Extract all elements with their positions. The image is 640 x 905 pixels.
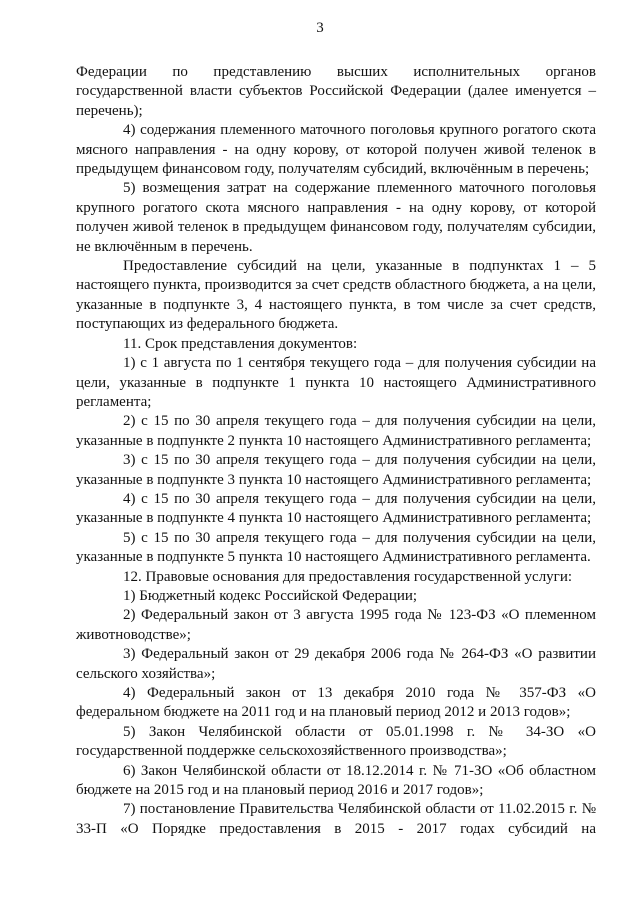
legal-basis-item-2: 2) Федеральный закон от 3 августа 1995 года № 123-ФЗ «О племенном животноводстве»; [76,607,596,643]
legal-basis-item-4: 4) Федеральный закон от 13 декабря 2010 года № 357-ФЗ «О федеральном бюджете на 2011 год и на плановый период 2012 и 2013 годов»; [76,685,596,721]
deadline-item-3: 3) с 15 по 30 апреля текущего года – для получения субсидии на цели, указанные в подпункте 3 пункта 10 настоящего Административного регламента; [76,452,596,488]
deadline-item-2: 2) с 15 по 30 апреля текущего года – для получения субсидии на цели, указанные в подпункте 2 пункта 10 настоящего Административного регламента; [76,413,596,449]
paragraph-funding: Предоставление субсидий на цели, указанные в подпунктах 1 – 5 настоящего пункта, производится за счет средств областного бюджета, а на цели, указанные в подпункте 3, 4 настоящего пункта, в том числе за счет средств, поступающих из федерального бюджета. [76,258,596,333]
paragraph-item-5: 5) возмещения затрат на содержание племенного маточного поголовья крупного рогатого скота мясного направления - на одну корову, от которой получен живой теленок в предыдущем финансовом году, получателям субсидии, не включённым в перечень. [76,180,596,255]
legal-basis-item-1: 1) Бюджетный кодекс Российской Федерации; [123,587,418,604]
legal-basis-item-5: 5) Закон Челябинской области от 05.01.1998 г. № 34-ЗО «О государственной поддержке сельскохозяйственного производства»; [76,723,596,760]
legal-basis-item-7: 7) постановление Правительства Челябинской области от 11.02.2015 г. № 33-П «О Порядке предоставления в 2015 - 2017 годах субсидий на [76,801,596,837]
legal-basis-item-3: 3) Федеральный закон от 29 декабря 2006 года № 264-ФЗ «О развитии сельского хозяйства»; [76,646,596,682]
document-body [76,63,596,839]
deadline-item-4: 4) с 15 по 30 апреля текущего года – для получения субсидии на цели, указанные в подпункте 4 пункта 10 настоящего Административного регламента; [76,490,596,527]
deadline-item-1: 1) с 1 августа по 1 сентября текущего года – для получения субсидии на цели, указанные в подпункте 1 пункта 10 настоящего Административного регламента; [76,355,596,410]
deadline-item-5: 5) с 15 по 30 апреля текущего года – для получения субсидии на цели, указанные в подпункте 5 пункта 10 настоящего Административного регламента. [76,529,596,566]
legal-basis-item-6: 6) Закон Челябинской области от 18.12.2014 г. № 71-ЗО «Об областном бюджете на 2015 год и на плановый период 2016 и 2017 годов»; [76,762,596,799]
paragraph-continuation: Федерации по представлению высших исполнительных органов государственной власти субъектов Российской Федерации (далее именуется – перечень); [76,64,596,119]
paragraph-item-4: 4) содержания племенного маточного поголовья крупного рогатого скота мясного направления - на одну корову, от которой получен живой теленок в предыдущем финансовом году, получателям субсидий, включённым в перечень; [76,122,596,178]
page-number: 3 [316,20,324,36]
section-heading-12: 12. Правовые основания для предоставления государственной услуги: [123,568,573,585]
section-heading-11: 11. Срок представления документов: [123,335,358,352]
